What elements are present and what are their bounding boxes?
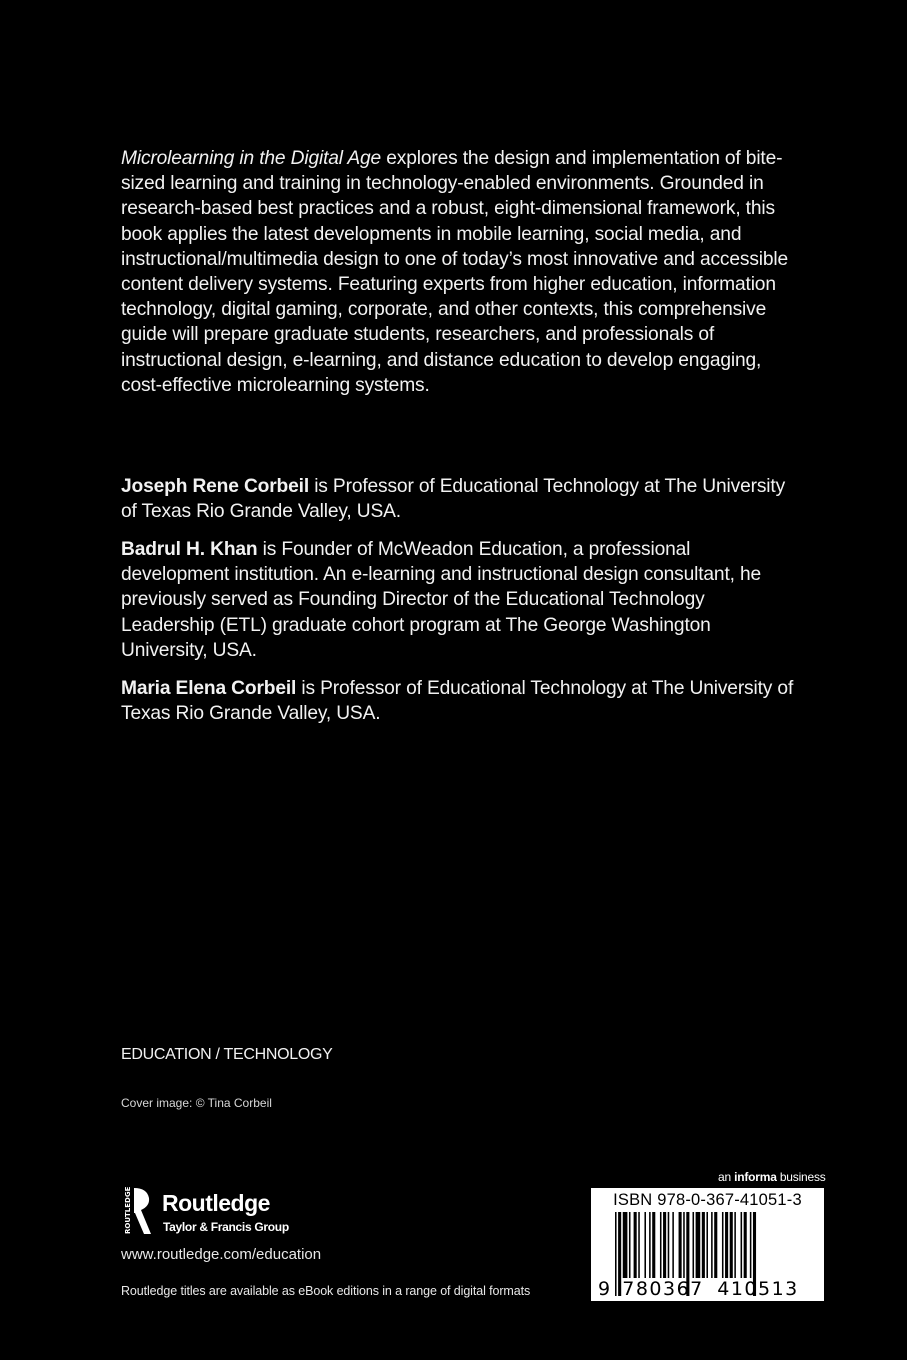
barcode-bar — [679, 1212, 682, 1278]
barcode-bar — [734, 1212, 736, 1278]
barcode-bar — [706, 1212, 708, 1278]
author-name: Joseph Rene Corbeil — [121, 476, 310, 497]
routledge-logo-icon — [119, 1186, 153, 1236]
barcode-bar — [623, 1212, 628, 1278]
barcode-bar — [629, 1212, 631, 1278]
barcode-bar — [744, 1212, 747, 1278]
barcode-bar — [730, 1212, 733, 1278]
barcode-bar — [696, 1212, 701, 1278]
barcode-bar — [638, 1212, 640, 1278]
publisher-website: www.routledge.com/education — [121, 1246, 322, 1263]
author-bio — [121, 474, 801, 524]
ebook-note: Routledge titles are available as eBook editions in a range of digital formats — [121, 1284, 531, 1298]
barcode-bar — [618, 1212, 621, 1296]
barcode-bar — [668, 1212, 670, 1278]
description-text: explores the design and implementation of bite-sized learning and training in technology-enabled environments. Grounded in research-based best practices and a robust, eight-dimensional framework, this book applies the latest developments in mobile learning, social media, and instructional/multimedia design to one of today’s most innovative and accessible content delivery systems. Featuring experts from higher education, information technology, digital gaming, corporate, and other contexts, this comprehensive guide will prepare graduate students, researchers, and professionals of instructional design, e-learning, and distance education to develop engaging, cost-effective microlearning systems. — [121, 148, 789, 396]
barcode-bar — [693, 1212, 695, 1278]
isbn-number: ISBN 978-0-367-41051-3 — [613, 1191, 802, 1209]
barcode-bar — [634, 1212, 637, 1278]
author-name: Badrul H. Khan — [121, 539, 258, 560]
logo-vertical-text: ROUTLEDGE — [124, 1186, 132, 1234]
subject-category: EDUCATION / TECHNOLOGY — [121, 1046, 333, 1063]
barcode-bar — [683, 1212, 685, 1278]
isbn-barcode — [591, 1188, 824, 1301]
publisher-name: Routledge — [162, 1190, 270, 1216]
barcode-bar — [714, 1212, 717, 1278]
author-bio-text: is Professor of Educational Technology at The University of Texas Rio Grande Valley, USA. — [121, 678, 794, 725]
barcode-digits-right: 410513 — [717, 1278, 799, 1300]
barcode-bar — [652, 1212, 655, 1278]
barcode-bar — [672, 1212, 674, 1278]
informa-tagline: an informa business — [718, 1170, 826, 1184]
barcode-bar — [663, 1212, 666, 1278]
author-bio-text: is Professor of Educational Technology at The University of Texas Rio Grande Valley, USA. — [121, 476, 786, 523]
author-bio-text: is Founder of McWeadon Education, a professional development institution. An e-learning and instructional design consultant, he previously served as Founding Director of the Educational Technology Leadership (ETL) graduate cohort program at The George Washington University, USA. — [121, 539, 762, 661]
barcode-bar — [722, 1212, 724, 1278]
barcode-bar — [649, 1212, 651, 1278]
cover-credit: Cover image: © Tina Corbeil — [121, 1096, 272, 1110]
barcode-bar — [725, 1212, 728, 1278]
book-title: Microlearning in the Digital Age — [121, 148, 382, 169]
barcode-bar — [750, 1212, 752, 1278]
barcode-icon — [591, 1188, 824, 1301]
barcode-bar — [711, 1212, 713, 1278]
author-name: Maria Elena Corbeil — [121, 678, 297, 699]
book-description — [121, 146, 801, 398]
author-bio — [121, 676, 801, 726]
barcode-bar — [660, 1212, 662, 1278]
barcode-digit-lead: 9 — [597, 1278, 611, 1300]
publisher-group: Taylor & Francis Group — [163, 1220, 289, 1234]
author-bio — [121, 537, 801, 663]
barcode-bar — [644, 1212, 646, 1278]
barcode-bar — [741, 1212, 743, 1278]
barcode-bar — [702, 1212, 705, 1278]
barcode-bar — [615, 1212, 617, 1296]
publisher-logo — [119, 1186, 319, 1236]
barcode-digits-left: 780367 — [622, 1278, 704, 1300]
